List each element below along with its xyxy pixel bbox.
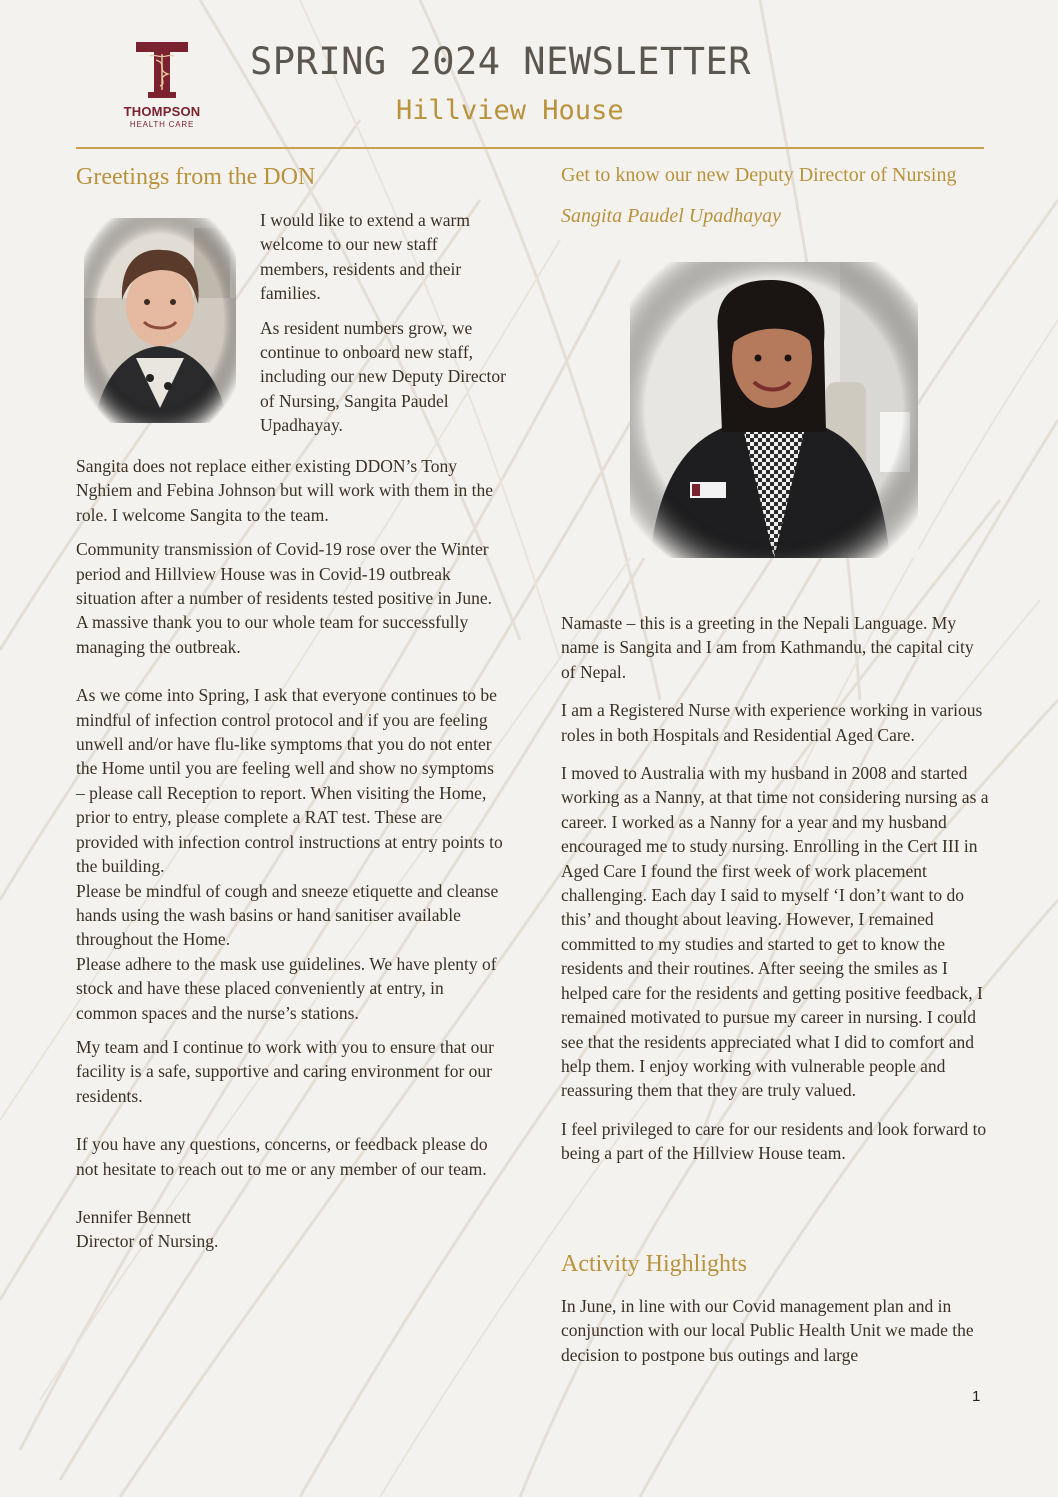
- paragraph: I am a Registered Nurse with experience working in various roles in both Hospitals and Residential Aged Care.: [561, 700, 983, 745]
- signature-name: Jennifer Bennett: [76, 1206, 192, 1227]
- don-greeting-heading: Greetings from the DON: [76, 164, 316, 190]
- activity-highlights-text: [561, 1294, 989, 1367]
- ddon-name: Sangita Paudel Upadhayay: [561, 205, 781, 227]
- paragraph: As resident numbers grow, we continue to onboard new staff, including our new Deputy Director of Nursing, Sangita Paudel Upadhayay.: [260, 317, 506, 436]
- paragraph: In June, in line with our Covid management plan and in conjunction with our local Public Health Unit we made the decision to postpone bus outings and large: [561, 1296, 974, 1365]
- thompson-logo: [112, 38, 212, 134]
- ddon-heading: Get to know our new Deputy Director of Nursing: [561, 164, 957, 186]
- paragraph: As we come into Spring, I ask that everyone continues to be mindful of infection control protocol and if you are feeling unwell and/or have flu-like symptoms that you do not enter the Home until you are feeling well and show no symptoms – please call Reception to report. When visiting the Home, prior to entry, please complete a RAT test. These are provided with infection control instructions at entry points to the building.: [76, 685, 503, 877]
- ddon-portrait-photo: [630, 262, 918, 558]
- signature-title: Director of Nursing.: [76, 1231, 219, 1252]
- paragraph: If you have any questions, concerns, or feedback please do not hesitate to reach out to me or any member of our team.: [76, 1134, 488, 1179]
- don-body-text: [76, 454, 506, 1254]
- paragraph: Sangita does not replace either existing DDON’s Tony Nghiem and Febina Johnson but will work with them in the role. I welcome Sangita to the team.: [76, 456, 494, 525]
- don-portrait-photo: [84, 218, 236, 423]
- don-intro-text: [260, 208, 510, 438]
- paragraph: Please be mindful of cough and sneeze etiquette and cleanse hands using the wash basins or hand sanitiser available throughout the Home.: [76, 880, 499, 950]
- paragraph: I feel privileged to care for our residents and look forward to being a part of the Hillview House team.: [561, 1118, 987, 1164]
- page-number: 1: [972, 1388, 981, 1405]
- paragraph: I moved to Australia with my husband in 2008 and started working as a Nanny, at that time not considering nursing as a career. I worked as a Nanny for a year and my husband encouraged me to study nursing. Enrolling in the Cert III in Aged Care I found the first week of work placement challenging. Each day I said to myself ‘I don’t want to do this’ and thought about leaving. However, I remained committed to my studies and started to get to know the residents and their routines. After seeing the smiles as I helped care for the residents and getting positive feedback, I remained motivated to pursue my career in nursing. I could see that the residents appreciated what I did to comfort and help them. I enjoy working with vulnerable people and reassuring them that they are truly valued.: [561, 763, 989, 1101]
- logo-subtitle: HEALTH CARE: [129, 120, 195, 129]
- paragraph: Namaste – this is a greeting in the Nepali Language. My name is Sangita and I am from Kathmandu, the capital city of Nepal.: [561, 613, 974, 682]
- paragraph: Please adhere to the mask use guidelines. We have plenty of stock and have these placed conveniently at entry, in common spaces and the nurse’s stations.: [76, 953, 497, 1023]
- paragraph: I would like to extend a warm welcome to our new staff members, residents and their families.: [260, 210, 470, 304]
- newsletter-title: SPRING 2024 NEWSLETTER: [250, 40, 752, 83]
- activity-highlights-heading: Activity Highlights: [561, 1251, 747, 1277]
- ddon-body-text: [561, 611, 989, 1166]
- header-divider: [76, 147, 984, 149]
- paragraph: My team and I continue to work with you to ensure that our facility is a safe, supportive and caring environment for our residents.: [76, 1036, 494, 1106]
- paragraph: Community transmission of Covid-19 rose over the Winter period and Hillview House was in Covid-19 outbreak situation after a number of residents tested positive in June. A massive thank you to our whole team for successfully managing the outbreak.: [76, 539, 493, 657]
- thompson-t-icon: [134, 40, 190, 100]
- newsletter-subtitle: Hillview House: [396, 95, 624, 126]
- logo-name: THOMPSON: [123, 104, 201, 119]
